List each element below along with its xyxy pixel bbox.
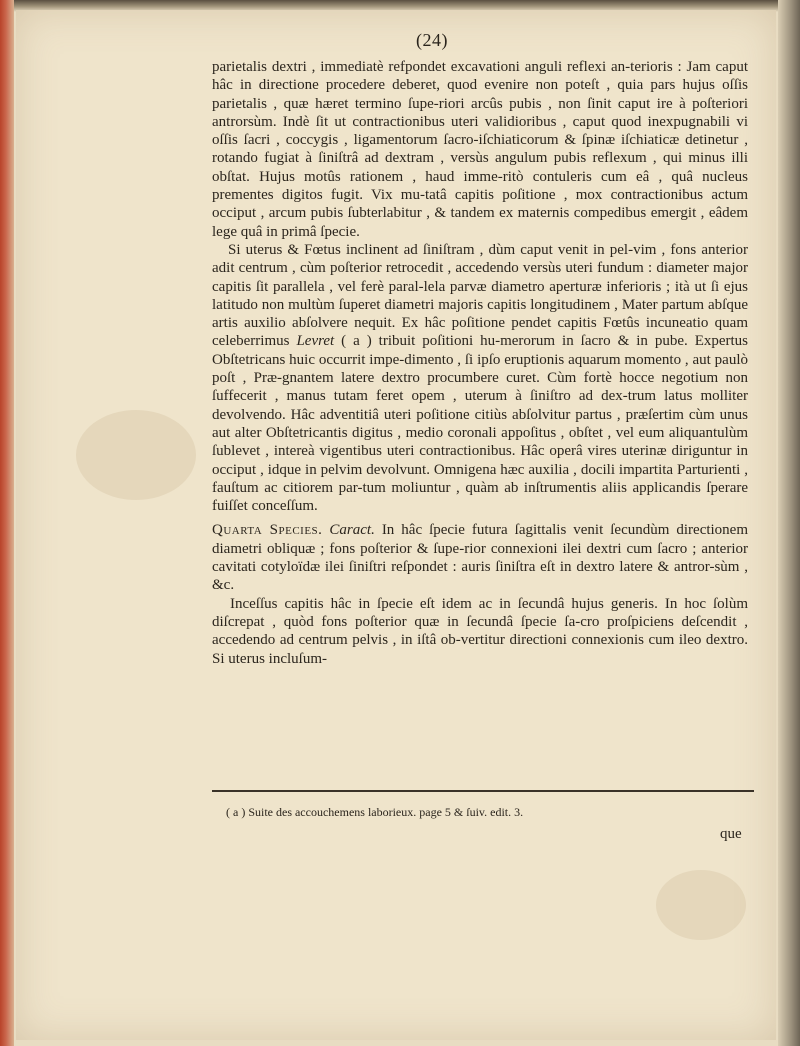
scan-edge-left xyxy=(0,0,14,1046)
paragraph-2-continuation: ( a ) tribuit poſitioni hu-merorum in ſacro & in pube. Expertus Obſtetricans huic occurrit impe-dimento , ſi ipſo eruptionis aquarum momento , aut paulò poſt , Præ-gnantem latere dextro procumbere curet. Cùm fortè hocce negotium non ſuffecerit , manus tutam feret opem , uterum à ſiniſtro ad dex-trum latus molliter devolvendo. Hâc adventitiâ uteri poſitione citiùs abſolvitur partus , præſertim cùm unus aut alter Obſtetricantis digitus , medio coronali appoſitus , obſtet , vel eum aliquantulùm ſublevet , intereà vigentibus uteri contractionibus. Hâc operâ vires uterinæ diriguntur in occiput , idque in pelvim devolvunt. Omnigena hæc auxilia , docili impartita Parturienti , fauſtum ac citiorem par-tum moliuntur , quàm ab inſtrumentis aliis applicandis ſperare fuiſſet conceſſum. xyxy=(212,333,749,515)
catchword: que xyxy=(720,826,742,842)
paper-stain xyxy=(656,870,746,940)
species-text: In hâc ſpecie futura ſagittalis venit ſecundùm directionem diametri obliquæ ; fons poſterior & ſupe-rior connexioni ilei dextri cum ſacro ; anterior cavitati cotyloïdæ ilei ſiniſtri reſpondet : auris ſiniſtra eſt in dextro latere & antror-sùm , &c. xyxy=(212,522,749,594)
species-heading-paragraph xyxy=(212,521,748,594)
author-name: Levret xyxy=(296,333,335,350)
page-number: (24) xyxy=(416,30,448,50)
footnote: ( a ) Suite des accouchemens laborieux. page 5 & ſuiv. edit. 3. xyxy=(226,805,524,819)
paragraph-2-text: Si uterus & Fœtus inclinent ad ſiniſtram , dùm caput venit in pel-vim , fons anterior adit centrum , cùm poſterior retrocedit , accedendo versùs uteri fundum : diameter major capitis ſit parallela , vel ferè paral-lela parvæ diametro aperturæ inferioris ; ità ut ſi ejus latitudo non multùm ſuperet diametri majoris capitis longitudinem , Mater partum abſque artis auxilio abſolvere nequit. Ex hâc poſitione pendet capitis Fœtûs incuneatio quam celeberrimus xyxy=(212,241,748,350)
paragraph-1: parietalis dextri , immediatè refpondet excavationi anguli reflexi an-terioris : Jam caput hâc in directione procedere deberet, quod evenire non poteſt , quia pars hujus oſſis parietalis , quæ hæret termino ſupe-riori arcûs pubis , non ſinit caput ire à poſteriori antrorsùm. Indè ſit ut contractionibus uteri validioribus , caput quod inexpugnabili vi oſſis ſacri , coccygis , ligamentorum ſacro-iſchiaticorum & ſpinæ iſchiaticæ detinetur , rotando fugiat à ſiniſtrâ ad dextram , versùs angulum pubis reflexum , qui minus illi obſtat. Hujus motûs rationem , haud imme-ritò contuleris cum eâ , quâ nucleus prementes digitos fugit. Vix mu-tatâ capitis poſitione , mox contractionibus actum occiput , arcum pubis ſubterlabitur , & tandem ex maternis compedibus emergit , eâdem lege quâ in primâ ſpecie. xyxy=(212,59,748,240)
paper-stain xyxy=(76,410,196,500)
species-charact: Caract. xyxy=(329,522,375,539)
main-text xyxy=(212,58,748,668)
species-label: Quarta Species. xyxy=(212,522,323,539)
paragraph-2 xyxy=(212,241,748,515)
footnote-rule xyxy=(212,790,754,792)
paragraph-4: Inceſſus capitis hâc in ſpecie eſt idem ac in ſecundâ hujus generis. In hoc ſolùm diſcrepat , quòd fons poſterior quæ in ſecundâ ſpecie ſa-cro proſpiciens deſcendit , accedendo ad centrum pelvis , in iſtâ ob-vertitur directioni connexionis cum ileo dextro. Si uterus incluſum- xyxy=(212,595,748,667)
scan-edge-right xyxy=(778,0,800,1046)
